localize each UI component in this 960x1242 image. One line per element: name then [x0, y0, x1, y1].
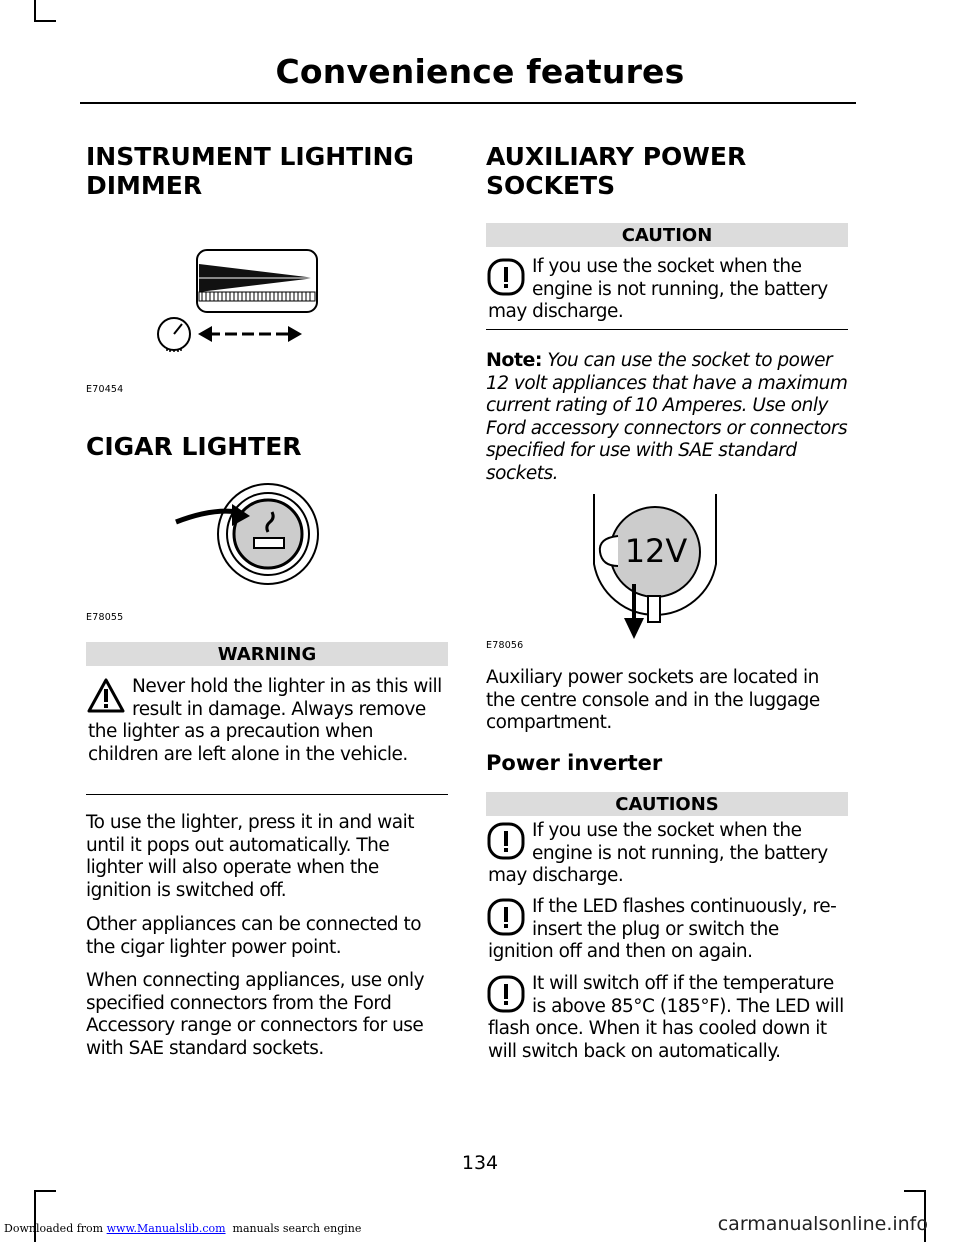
- figure-code: E78055: [86, 612, 124, 623]
- warning-triangle-icon: [86, 676, 126, 716]
- caution-text: It will switch off if the temperature is above 85°C (185°F). The LED will flash once. When it has cooled down it will switch back on automatically.: [488, 973, 844, 1062]
- cigar-lighter-illustration: [172, 480, 322, 590]
- header-divider: [80, 102, 856, 104]
- figure-code: E78056: [486, 640, 524, 651]
- figure-code: E70454: [86, 384, 124, 395]
- power-inverter-heading: Power inverter: [486, 751, 663, 775]
- cigar-lighter-heading: CIGAR LIGHTER: [86, 432, 302, 461]
- caution-text: If you use the socket when the engine is not running, the battery may discharge.: [488, 820, 828, 886]
- caution-banner: CAUTION: [486, 223, 848, 247]
- warning-notice: [86, 676, 448, 766]
- lighter-connectors-paragraph: When connecting appliances, use only specified connectors from the Ford Accessory range or connectors for use with SAE standard sockets.: [86, 970, 425, 1059]
- caution-exclamation-icon: [486, 896, 526, 936]
- socket-location-paragraph: Auxiliary power sockets are located in the centre console and in the luggage compartment.: [486, 667, 820, 733]
- caution-notice: [486, 896, 848, 964]
- note-label: Note:: [486, 349, 543, 371]
- caution-notice: [486, 820, 848, 888]
- cautions-banner: CAUTIONS: [486, 792, 848, 816]
- caution-exclamation-icon: [486, 256, 526, 296]
- dimmer-illustration: [150, 248, 320, 358]
- footer-suffix: manuals search engine: [225, 1222, 362, 1235]
- footer-prefix: Downloaded from: [4, 1222, 107, 1235]
- crop-mark: [34, 20, 56, 22]
- caution-text: If you use the socket when the engine is not running, the battery may discharge.: [488, 256, 828, 322]
- warning-text: Never hold the lighter in as this will result in damage. Always remove the lighter as a precaution when children are left alone in the vehicle.: [88, 676, 442, 765]
- sockets-heading: AUXILIARY POWER SOCKETS: [486, 142, 747, 200]
- page-section-title: Convenience features: [275, 52, 685, 91]
- caution-exclamation-icon: [486, 973, 526, 1013]
- page-number: 134: [461, 1152, 499, 1174]
- caution-text: If the LED flashes continuously, re-insert the plug or switch the ignition off and then on again.: [488, 896, 837, 962]
- manualslib-link[interactable]: www.Manualslib.com: [106, 1222, 226, 1235]
- caution-exclamation-icon: [486, 820, 526, 860]
- socket-voltage-label: 12V: [624, 532, 688, 570]
- power-socket-illustration: [588, 494, 728, 642]
- warning-banner: WARNING: [86, 642, 448, 666]
- caution-end-rule: [486, 329, 848, 330]
- crop-mark: [34, 0, 36, 22]
- caution-notice: [486, 256, 848, 324]
- watermark-text: carmanualsonline.info: [717, 1213, 928, 1235]
- caution-notice: [486, 973, 848, 1063]
- crop-mark: [904, 1190, 926, 1192]
- crop-mark: [34, 1190, 56, 1192]
- lighter-usage-paragraph: To use the lighter, press it in and wait until it pops out automatically. The lighter will also operate when the ignition is switched off.: [86, 812, 415, 901]
- note-text: You can use the socket to power 12 volt appliances that have a maximum current rating of 10 Amperes. Use only Ford accessory connectors or connectors specified for use with SAE standard sockets.: [486, 350, 848, 484]
- lighter-appliances-paragraph: Other appliances can be connected to the cigar lighter power point.: [86, 914, 422, 958]
- note-paragraph: [486, 349, 848, 485]
- dimmer-heading: INSTRUMENT LIGHTING DIMMER: [86, 142, 414, 200]
- warning-end-rule: [86, 794, 448, 795]
